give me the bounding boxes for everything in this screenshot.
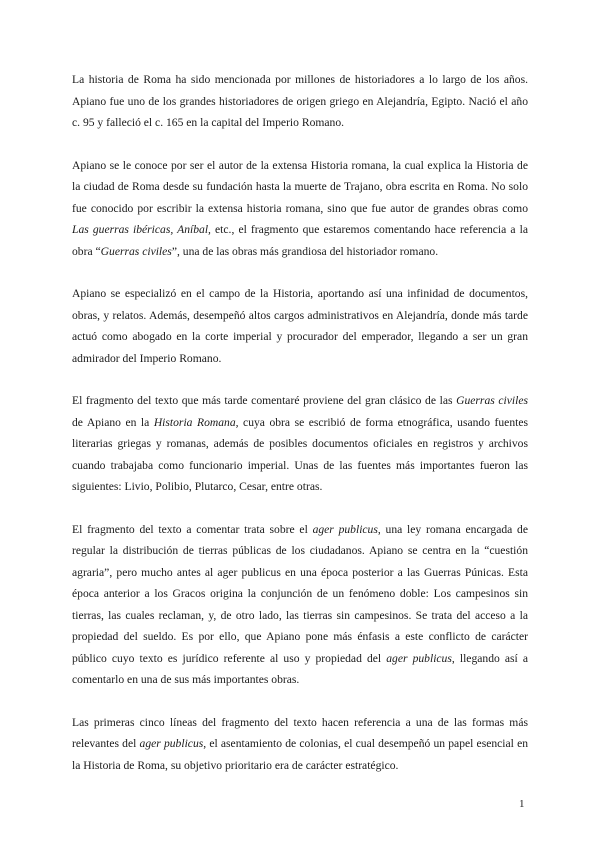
paragraph	[72, 712, 528, 777]
text-segment: Apiano se le conoce por ser el autor de la extensa Historia romana, la cual explica la Historia de la ciudad de Roma desde su fundación hasta la muerte de Trajano, obra escrita en Roma. No solo fue conocido por escribir la extensa historia romana, sino que fue autor de grandes obras como	[72, 158, 528, 215]
italic-text: Guerras civiles	[456, 394, 528, 407]
text-segment: Apiano se especializó en el campo de la Historia, aportando así una infinidad de documentos, obras, y relatos. Además, desempeñó altos cargos administrativos en Alejandría, donde más tarde actuó como abogado en la corte imperial y procurador del emperador, llegando a ser un gran admirador del Imperio Romano.	[72, 287, 528, 365]
text-segment: El fragmento del texto a comentar trata sobre el	[72, 522, 313, 536]
text-segment: cuya obra se escribió de forma etnográfica, usando fuentes literarias griegas y romanas, además de posibles documentos oficiales en registros y archivos cuando trabajaba como funcionario imperial. Unas de las fuentes más importantes fueron las siguientes: Livio, Polibio, Plutarco, Cesar, entre otras.	[72, 415, 529, 493]
paragraph	[72, 155, 528, 263]
italic-text: ager publicus	[139, 737, 204, 750]
text-segment: La historia de Roma ha sido mencionada por millones de historiadores a lo largo de los años. Apiano fue uno de los grandes historiadores de origen griego en Alejandría, Egipto. Nació el año c. 95 y falleció el c. 165 en la capital del Imperio Romano.	[72, 73, 528, 129]
text-segment: de Apiano en la	[72, 415, 154, 429]
paragraph	[72, 283, 528, 369]
paragraph	[72, 69, 528, 134]
italic-text: Historia Romana,	[153, 415, 239, 429]
document-body	[72, 69, 528, 797]
text-segment: Las primeras cinco líneas del fragmento del texto hacen referencia a una de las formas más relevantes del	[72, 715, 528, 750]
text-segment: , llegando así a comentarlo en una de sus más importantes obras.	[72, 651, 529, 686]
italic-text: ager publicus	[312, 522, 378, 536]
page-number: 1	[519, 798, 525, 810]
paragraph	[72, 519, 528, 691]
italic-text: Las guerras ibéricas, Aníbal,	[72, 223, 211, 236]
text-segment: , una ley romana encargada de regular la distribución de tierras públicas de los ciudadanos. Apiano se centra en la “cuestión agraria”, pero mucho antes al ager publicus en una época posterior a las Guerras Púnicas. Esta época anterior a los Gracos origina la conjunción de un fenómeno doble: Los campesinos sin tierras, las cuales reclaman, y, de otro lado, las tierras sin campesinos. Se trata del acceso a la propiedad del sueldo. Es por ello, que Apiano pone más énfasis a este conflicto de carácter público cuyo texto es jurídico referente al uso y propiedad del	[72, 522, 528, 665]
text-segment: El fragmento del texto que más tarde comentaré proviene del gran clásico de las	[72, 394, 457, 407]
paragraph	[72, 390, 528, 498]
text-segment: etc., el fragmento que estaremos comentando hace referencia a la obra “	[72, 223, 528, 258]
text-segment: , el asentamiento de colonias, el cual desempeñó un papel esencial en la Historia de Roma, su objetivo prioritario era de carácter estratégico.	[72, 737, 529, 772]
italic-text: Guerras civiles	[100, 244, 172, 258]
text-segment: ”, una de las obras más grandiosa del historiador romano.	[171, 244, 439, 258]
italic-text: ager publicus	[386, 651, 452, 665]
